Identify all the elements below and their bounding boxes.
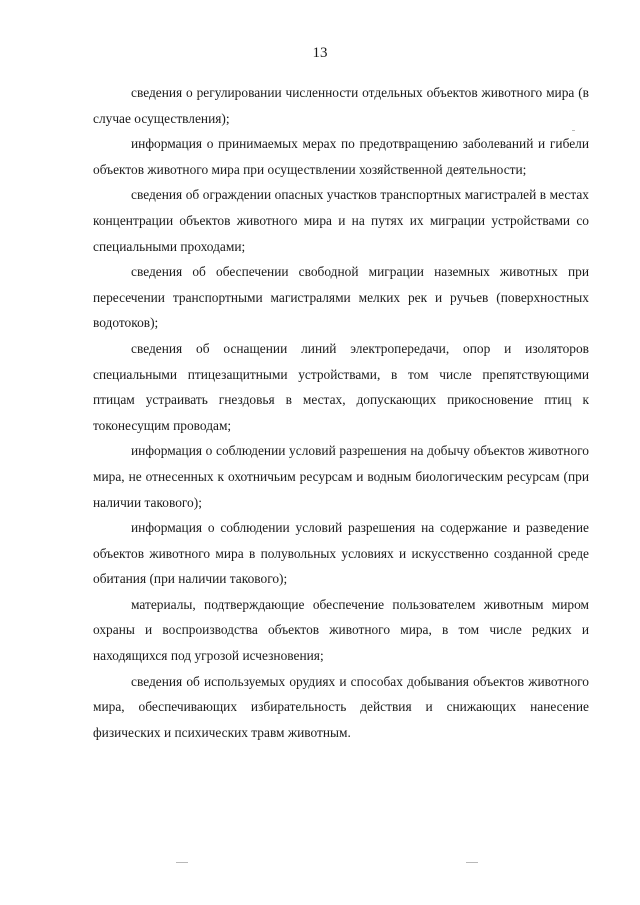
paragraph-disease-prevention: информация о принимаемых мерах по предотвращению заболеваний и гибели объектов животного мира при осуществлении хозяйственной деятельности;	[93, 136, 589, 177]
paragraph-migration: сведения об обеспечении свободной миграции наземных животных при пересечении транспортными магистралями мелких рек и ручьев (поверхностных водотоков);	[93, 264, 589, 331]
paragraph-fencing: сведения об ограждении опасных участков транспортных магистралей в местах концентрации объектов животного мира и на путях их миграции устройствами со специальными проходами;	[93, 187, 589, 254]
paragraph-protection-materials: материалы, подтверждающие обеспечение пользователем животным миром охраны и воспроизводства объектов животного мира, в том числе редких и находящихся под угрозой исчезновения;	[93, 596, 589, 664]
page-body	[93, 80, 589, 745]
scan-artifact	[176, 862, 188, 863]
paragraph-hunting-tools: сведения об используемых орудиях и способах добывания объектов животного мира, обеспечивающих избирательность действия и снижающих нанесение физических и психических травм животным.	[93, 673, 589, 740]
scan-artifact	[572, 130, 575, 131]
paragraph-hunting-permit: информация о соблюдении условий разрешения на добычу объектов животного мира, не отнесенных к охотничьим ресурсам и водным биологическим ресурсам (при наличии такового);	[93, 443, 589, 510]
page-number: 13	[312, 45, 328, 61]
scan-artifact	[466, 862, 478, 863]
paragraph-power-lines: сведения об оснащении линий электропередачи, опор и изоляторов специальными птицезащитными устройствами, в том числе препятствующими птицам устраивать гнездовья в местах, допускающих прикосновение птиц к токонесущим проводам;	[93, 340, 589, 433]
paragraph-breeding-permit: информация о соблюдении условий разрешения на содержание и разведение объектов животного мира в полувольных условиях и искусственно созданной среде обитания (при наличии такового);	[93, 520, 589, 587]
paragraph-regulation: сведения о регулировании численности отдельных объектов животного мира (в случае осуществления);	[93, 85, 589, 126]
